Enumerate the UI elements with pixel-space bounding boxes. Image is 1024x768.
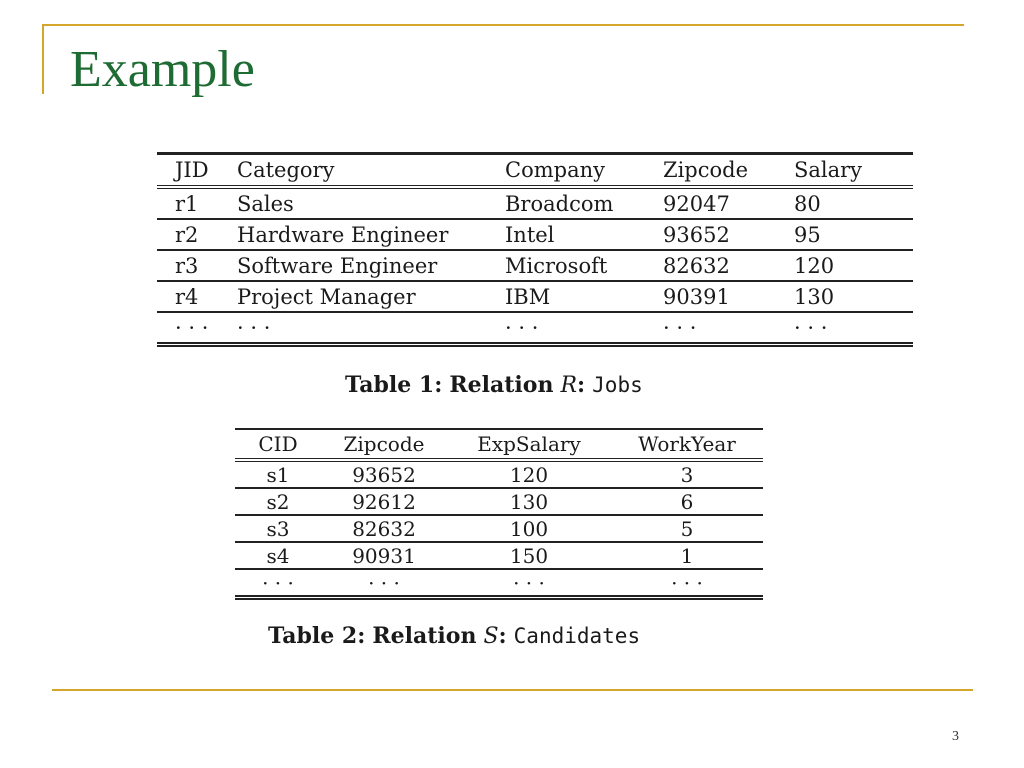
table-cell: 6 xyxy=(680,489,694,514)
table-cell: · · · xyxy=(671,570,703,595)
table-row-ellipsis xyxy=(235,569,763,598)
caption-relation-name: Jobs xyxy=(592,373,643,397)
table-cell: 120 xyxy=(794,253,835,278)
table-row xyxy=(235,488,763,515)
table-cell: 1 xyxy=(680,543,694,568)
table-cell: s1 xyxy=(266,462,290,487)
table-header-row xyxy=(157,154,913,188)
jobs-table xyxy=(157,152,913,347)
table-header-row xyxy=(235,429,763,460)
page-number: 3 xyxy=(952,729,959,744)
table-cell: 130 xyxy=(509,489,549,514)
table-cell: 82632 xyxy=(663,253,730,278)
table-cell: r1 xyxy=(175,191,199,216)
table-cell: 120 xyxy=(509,462,549,487)
table-cell: · · · xyxy=(794,315,828,340)
table-cell: r3 xyxy=(175,253,199,278)
caption-label: Table 1: xyxy=(345,372,443,398)
table-cell: 82632 xyxy=(352,516,416,541)
table-cell: s4 xyxy=(266,543,290,568)
table1-caption xyxy=(345,372,643,398)
column-header: WorkYear xyxy=(638,432,736,456)
table-cell: Sales xyxy=(237,191,294,216)
table-row xyxy=(157,219,913,250)
table-cell: 92047 xyxy=(663,191,730,216)
table-cell: Hardware Engineer xyxy=(237,222,449,247)
table-cell: 95 xyxy=(794,222,821,247)
table-cell: r2 xyxy=(175,222,199,247)
column-header: JID xyxy=(175,158,209,182)
table-cell: · · · xyxy=(237,315,271,340)
table-row xyxy=(157,281,913,312)
table-row xyxy=(157,250,913,281)
caption-relation: Relation xyxy=(372,623,477,649)
column-header: Zipcode xyxy=(343,432,425,456)
candidates-table xyxy=(235,428,763,600)
table-cell: s2 xyxy=(266,489,290,514)
table-cell: IBM xyxy=(505,284,551,309)
table-cell: Intel xyxy=(505,222,555,247)
column-header: Category xyxy=(237,158,335,182)
table-cell: · · · xyxy=(663,315,697,340)
table-cell: · · · xyxy=(262,570,294,595)
table-cell: 5 xyxy=(680,516,694,541)
table-cell: Broadcom xyxy=(505,191,614,216)
caption-relation-name: Candidates xyxy=(513,624,641,648)
table-row-ellipsis xyxy=(157,312,913,345)
caption-variable: S xyxy=(483,624,499,649)
caption-variable: R xyxy=(560,373,578,398)
table-cell: Software Engineer xyxy=(237,253,438,278)
table-row xyxy=(235,515,763,542)
table-cell: r4 xyxy=(175,284,199,309)
caption-relation: Relation xyxy=(449,372,554,398)
column-header: Zipcode xyxy=(663,158,749,182)
table-row xyxy=(235,542,763,569)
top-rule xyxy=(42,24,964,26)
caption-colon: : xyxy=(498,623,507,649)
table-cell: 93652 xyxy=(663,222,730,247)
table-cell: Project Manager xyxy=(237,284,416,309)
table-cell: 92612 xyxy=(352,489,416,514)
table-cell: 3 xyxy=(680,462,694,487)
table-row xyxy=(235,460,763,488)
column-header: Company xyxy=(505,158,605,182)
table-cell: s3 xyxy=(266,516,290,541)
table-cell: · · · xyxy=(513,570,545,595)
table-cell: 100 xyxy=(509,516,549,541)
table2-caption xyxy=(268,623,640,649)
table-cell: · · · xyxy=(505,315,539,340)
column-header: CID xyxy=(258,432,298,456)
table-cell: 90931 xyxy=(352,543,416,568)
left-rule xyxy=(42,24,44,94)
table-cell: · · · xyxy=(175,315,209,340)
table-row xyxy=(157,187,913,219)
table-cell: 150 xyxy=(509,543,549,568)
slide-title: Example xyxy=(70,41,255,98)
bottom-rule xyxy=(52,689,973,691)
column-header: Salary xyxy=(794,158,863,182)
column-header: ExpSalary xyxy=(477,432,581,456)
table-cell: 130 xyxy=(794,284,835,309)
table-cell: 93652 xyxy=(352,462,416,487)
table-cell: 90391 xyxy=(663,284,730,309)
table-cell: · · · xyxy=(368,570,400,595)
table-cell: 80 xyxy=(794,191,821,216)
table-cell: Microsoft xyxy=(505,253,608,278)
caption-colon: : xyxy=(577,372,586,398)
caption-label: Table 2: xyxy=(268,623,366,649)
